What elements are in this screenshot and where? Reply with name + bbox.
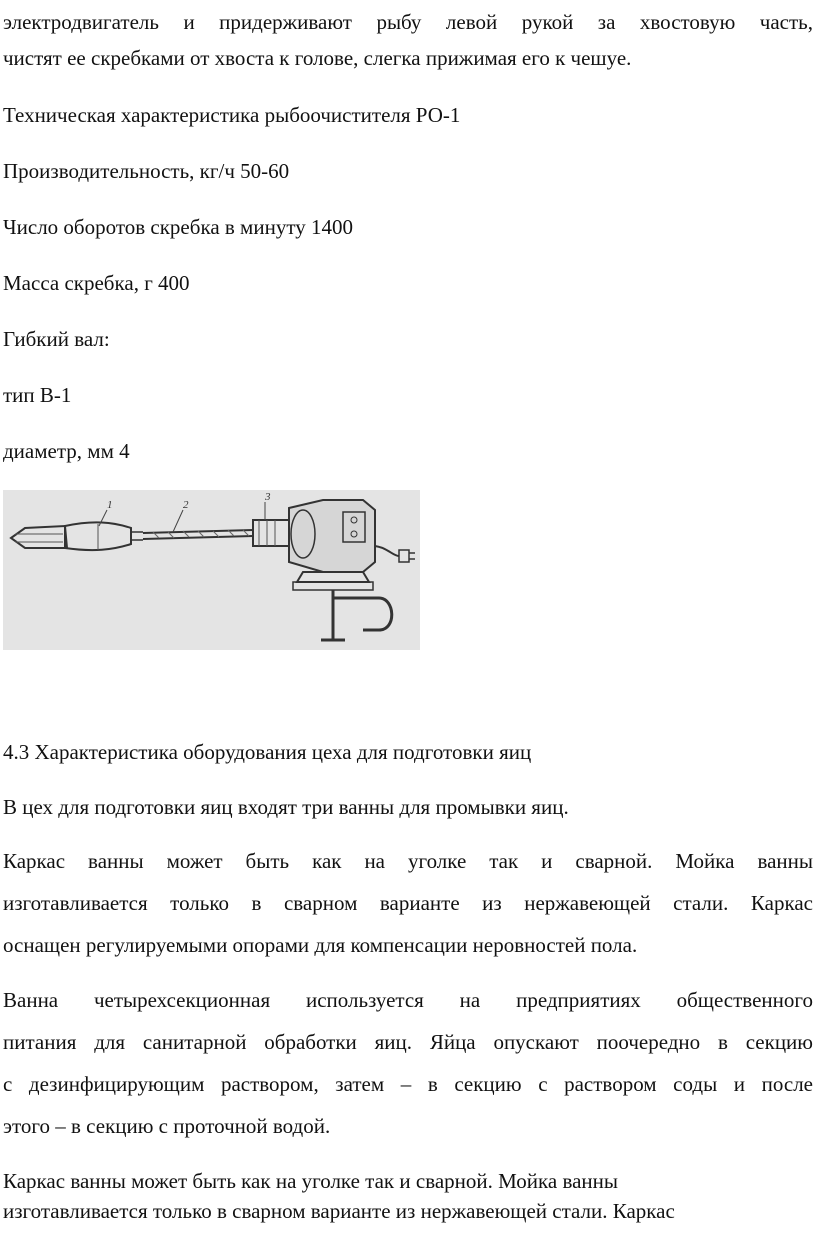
paragraph-2-line-3: оснащен регулируемыми опорами для компенсации неровностей пола. <box>3 933 638 957</box>
section-paragraph-1: В цех для подготовки яиц входят три ванны для промывки яиц. <box>3 795 569 819</box>
paragraph-3-line-4: этого – в секцию с проточной водой. <box>3 1114 331 1138</box>
intro-line-2: чистят ее скребками от хвоста к голове, слегка прижимая его к чешуе. <box>3 46 632 70</box>
paragraph-2-line-2: изготавливается только в сварном варианте из нержавеющей стали. Каркас <box>3 891 813 915</box>
spec-item-rpm: Число оборотов скребка в минуту 1400 <box>3 215 353 239</box>
paragraph-4-line-1: Каркас ванны может быть как на уголке так и сварной. Мойка ванны <box>3 1169 619 1193</box>
paragraph-3-line-1: Ванна четырехсекционная используется на предприятиях общественного <box>3 988 813 1012</box>
section-heading: 4.3 Характеристика оборудования цеха для подготовки яиц <box>3 740 532 764</box>
spec-item-flex-shaft: Гибкий вал: <box>3 327 110 351</box>
spec-item-type: тип В-1 <box>3 383 72 407</box>
fish-scaler-drawing <box>3 490 420 650</box>
callout-3: 3 <box>265 491 271 503</box>
spec-item-diameter: диаметр, мм 4 <box>3 439 130 463</box>
intro-line-1: электродвигатель и придерживают рыбу левой рукой за хвостовую часть, <box>3 10 813 34</box>
paragraph-2-line-1: Каркас ванны может быть как на уголке так и сварной. Мойка ванны <box>3 849 813 873</box>
spec-item-productivity: Производительность, кг/ч 50-60 <box>3 159 290 183</box>
spec-item-mass: Масса скребка, г 400 <box>3 271 190 295</box>
paragraph-4-line-2: изготавливается только в сварном варианте из нержавеющей стали. Каркас <box>3 1199 675 1223</box>
paragraph-3-line-3: с дезинфицирующим раствором, затем – в секцию с раствором соды и после <box>3 1072 813 1096</box>
callout-1: 1 <box>107 499 113 511</box>
paragraph-3-line-2: питания для санитарной обработки яиц. Яйца опускают поочередно в секцию <box>3 1030 813 1054</box>
callout-2: 2 <box>183 499 189 511</box>
specs-title: Техническая характеристика рыбоочистителя РО-1 <box>3 103 461 127</box>
